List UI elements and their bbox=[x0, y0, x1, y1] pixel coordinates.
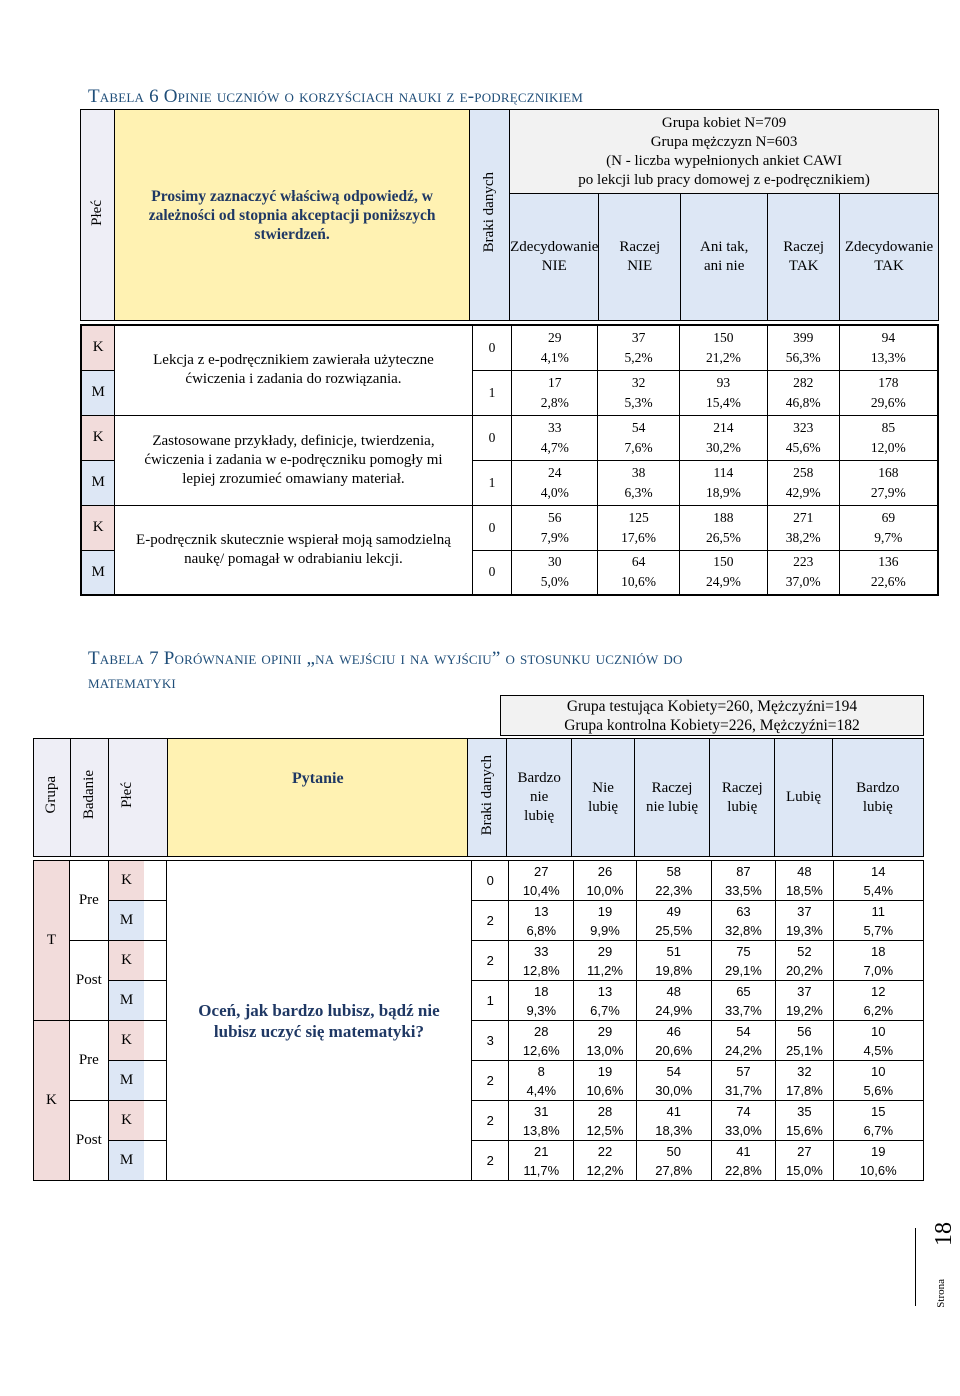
instruction-cell: Prosimy zaznaczyć właściwą odpowiedź, w zależności od stopnia akceptacji poniższych stwierdzeń. bbox=[114, 110, 469, 321]
value-cell: 12 6,2% bbox=[833, 981, 923, 1021]
value-cell: 64 10,6% bbox=[598, 550, 680, 595]
value-cell: 19 10,6% bbox=[833, 1141, 923, 1181]
page-label: Strona bbox=[935, 1279, 947, 1308]
statement-cell: E-podręcznik skutecznie wspierał moją samodzielną naukę/ pomagał w odrabianiu lekcji. bbox=[115, 505, 472, 595]
sex-cell: M bbox=[108, 1141, 144, 1181]
value-cell: 10 5,6% bbox=[833, 1061, 923, 1101]
value-cell: 150 24,9% bbox=[680, 550, 768, 595]
value-cell: 49 25,5% bbox=[636, 901, 711, 941]
table-row bbox=[81, 415, 938, 460]
value-cell: 29 11,2% bbox=[574, 941, 637, 981]
braki-cell: 0 bbox=[472, 325, 512, 370]
value-cell: 27 15,0% bbox=[776, 1141, 833, 1181]
value-cell: 18 7,0% bbox=[833, 941, 923, 981]
answer7-header-3: Raczej nie lubię bbox=[634, 739, 709, 857]
question-cell: Oceń, jak bardzo lubisz, bądź nie lubisz uczyć się matematyki? bbox=[166, 861, 471, 1181]
value-cell: 51 19,8% bbox=[636, 941, 711, 981]
value-cell: 32 17,8% bbox=[776, 1061, 833, 1101]
braki-cell: 1 bbox=[472, 460, 512, 505]
value-cell: 17 2,8% bbox=[512, 370, 598, 415]
value-cell: 41 22,8% bbox=[711, 1141, 776, 1181]
value-cell: 19 10,6% bbox=[574, 1061, 637, 1101]
value-cell: 58 22,3% bbox=[636, 861, 711, 901]
value-cell: 37 5,2% bbox=[598, 325, 680, 370]
value-cell: 37 19,3% bbox=[776, 901, 833, 941]
sex-cell: K bbox=[108, 1021, 144, 1061]
sex-cell: K bbox=[81, 505, 115, 550]
braki-cell: 2 bbox=[472, 941, 509, 981]
value-cell: 22 12,2% bbox=[574, 1141, 637, 1181]
sex-cell: K bbox=[81, 415, 115, 460]
value-cell: 14 5,4% bbox=[833, 861, 923, 901]
statement-cell: Lekcja z e-podręcznikiem zawierała użyteczne ćwiczenia i zadania do rozwiązania. bbox=[115, 325, 472, 415]
value-cell: 188 26,5% bbox=[680, 505, 768, 550]
col-plec-header: Płeć bbox=[81, 110, 115, 321]
value-cell: 41 18,3% bbox=[636, 1101, 711, 1141]
answer-header-1: Zdecydowanie NIE bbox=[510, 194, 599, 321]
braki-cell: 2 bbox=[472, 1101, 509, 1141]
table7-group-info bbox=[500, 695, 924, 736]
braki-cell: 1 bbox=[472, 370, 512, 415]
braki-cell: 0 bbox=[472, 505, 512, 550]
value-cell: 150 21,2% bbox=[680, 325, 768, 370]
value-cell: 13 6,8% bbox=[509, 901, 574, 941]
table6-caption: Tabela 6 Opinie uczniów o korzyściach nauki z e-podręcznikiem bbox=[88, 86, 584, 107]
sex-cell: M bbox=[81, 460, 115, 505]
sex-cell: M bbox=[81, 550, 115, 595]
value-cell: 50 27,8% bbox=[636, 1141, 711, 1181]
value-cell: 37 19,2% bbox=[776, 981, 833, 1021]
value-cell: 33 4,7% bbox=[512, 415, 598, 460]
value-cell: 48 18,5% bbox=[776, 861, 833, 901]
table7-header bbox=[33, 738, 924, 857]
table7-caption-line1: Tabela 7 Porównanie opinii „na wejściu i na wyjściu” o stosunku uczniów do bbox=[88, 648, 683, 669]
value-cell: 69 9,7% bbox=[839, 505, 938, 550]
answer-header-2: Raczej NIE bbox=[599, 194, 681, 321]
table-row bbox=[81, 505, 938, 550]
sex-cell: K bbox=[108, 1101, 144, 1141]
col-braki7-header: Braki danych bbox=[468, 739, 507, 857]
value-cell: 38 6,3% bbox=[598, 460, 680, 505]
sex-cell: M bbox=[108, 1061, 144, 1101]
value-cell: 11 5,7% bbox=[833, 901, 923, 941]
sex-cell: M bbox=[108, 901, 144, 941]
badanie-cell: Pre bbox=[69, 861, 108, 941]
value-cell: 30 5,0% bbox=[512, 550, 598, 595]
braki-cell: 0 bbox=[472, 550, 512, 595]
value-cell: 258 42,9% bbox=[767, 460, 839, 505]
value-cell: 13 6,7% bbox=[574, 981, 637, 1021]
answer-header-5: Zdecydowanie TAK bbox=[840, 194, 939, 321]
value-cell: 10 4,5% bbox=[833, 1021, 923, 1061]
value-cell: 75 29,1% bbox=[711, 941, 776, 981]
value-cell: 56 25,1% bbox=[776, 1021, 833, 1061]
value-cell: 85 12,0% bbox=[839, 415, 938, 460]
value-cell: 29 13,0% bbox=[574, 1021, 637, 1061]
badanie-cell: Pre bbox=[69, 1021, 108, 1101]
answer7-header-1: Bardzo nie lubię bbox=[507, 739, 572, 857]
value-cell: 65 33,7% bbox=[711, 981, 776, 1021]
col-badanie-header: Badanie bbox=[70, 739, 109, 857]
value-cell: 323 45,6% bbox=[767, 415, 839, 460]
col-pytanie-header: Pytanie bbox=[168, 739, 468, 857]
table-row bbox=[34, 861, 924, 901]
group-cell: T bbox=[34, 861, 70, 1021]
value-cell: 168 27,9% bbox=[839, 460, 938, 505]
value-cell: 28 12,5% bbox=[574, 1101, 637, 1141]
page-number: 18 bbox=[931, 1222, 957, 1246]
value-cell: 178 29,6% bbox=[839, 370, 938, 415]
answer7-header-2: Nie lubię bbox=[572, 739, 635, 857]
value-cell: 52 20,2% bbox=[776, 941, 833, 981]
braki-cell: 0 bbox=[472, 415, 512, 460]
sex-cell: M bbox=[108, 981, 144, 1021]
table6-header bbox=[80, 109, 939, 321]
answer7-header-6: Bardzo lubię bbox=[832, 739, 923, 857]
table7-caption-line2: matematyki bbox=[88, 672, 176, 693]
value-cell: 28 12,6% bbox=[509, 1021, 574, 1061]
value-cell: 282 46,8% bbox=[767, 370, 839, 415]
value-cell: 15 6,7% bbox=[833, 1101, 923, 1141]
statement-cell: Zastosowane przykłady, definicje, twierdzenia, ćwiczenia i zadania w e-podręczniku pomogły mi lepiej zrozumieć omawiany materiał. bbox=[115, 415, 472, 505]
answer7-header-5: Lubię bbox=[775, 739, 832, 857]
value-cell: 54 7,6% bbox=[598, 415, 680, 460]
value-cell: 399 56,3% bbox=[767, 325, 839, 370]
answer-header-3: Ani tak, ani nie bbox=[681, 194, 768, 321]
value-cell: 214 30,2% bbox=[680, 415, 768, 460]
value-cell: 57 31,7% bbox=[711, 1061, 776, 1101]
braki-cell: 2 bbox=[472, 1061, 509, 1101]
sex-cell: K bbox=[108, 861, 144, 901]
answer7-header-4: Raczej lubię bbox=[710, 739, 775, 857]
value-cell: 93 15,4% bbox=[680, 370, 768, 415]
sex-cell: K bbox=[108, 941, 144, 981]
value-cell: 94 13,3% bbox=[839, 325, 938, 370]
table7-caption bbox=[88, 647, 683, 695]
value-cell: 56 7,9% bbox=[512, 505, 598, 550]
badanie-cell: Post bbox=[69, 941, 108, 1021]
answer-header-4: Raczej TAK bbox=[768, 194, 840, 321]
col-grupa-header: Grupa bbox=[34, 739, 71, 857]
value-cell: 29 4,1% bbox=[512, 325, 598, 370]
value-cell: 136 22,6% bbox=[839, 550, 938, 595]
badanie-cell: Post bbox=[69, 1101, 108, 1181]
value-cell: 35 15,6% bbox=[776, 1101, 833, 1141]
group-info-cell: Grupa testująca Kobiety=260, Mężczyźni=194 Grupa kontrolna Kobiety=226, Mężczyźni=182 bbox=[501, 696, 924, 736]
value-cell: 54 24,2% bbox=[711, 1021, 776, 1061]
value-cell: 271 38,2% bbox=[767, 505, 839, 550]
value-cell: 63 32,8% bbox=[711, 901, 776, 941]
value-cell: 31 13,8% bbox=[509, 1101, 574, 1141]
value-cell: 27 10,4% bbox=[509, 861, 574, 901]
table7-body bbox=[33, 860, 924, 1181]
value-cell: 21 11,7% bbox=[509, 1141, 574, 1181]
col-braki-header: Braki danych bbox=[470, 110, 510, 321]
value-cell: 48 24,9% bbox=[636, 981, 711, 1021]
table-row bbox=[81, 325, 938, 370]
value-cell: 8 4,4% bbox=[509, 1061, 574, 1101]
braki-cell: 1 bbox=[472, 981, 509, 1021]
value-cell: 87 33,5% bbox=[711, 861, 776, 901]
group-cell: K bbox=[34, 1021, 70, 1181]
value-cell: 223 37,0% bbox=[767, 550, 839, 595]
col-plec7-header: Płeć bbox=[109, 739, 146, 857]
value-cell: 46 20,6% bbox=[636, 1021, 711, 1061]
sex-cell: M bbox=[81, 370, 115, 415]
value-cell: 54 30,0% bbox=[636, 1061, 711, 1101]
page-marker bbox=[905, 1222, 955, 1308]
value-cell: 19 9,9% bbox=[574, 901, 637, 941]
table6-body bbox=[80, 324, 939, 596]
braki-cell: 2 bbox=[472, 901, 509, 941]
sex-cell: K bbox=[81, 325, 115, 370]
braki-cell: 2 bbox=[472, 1141, 509, 1181]
value-cell: 114 18,9% bbox=[680, 460, 768, 505]
group-header: Grupa kobiet N=709 Grupa mężczyzn N=603 (N - liczba wypełnionych ankiet CAWI po lekcji lub pracy domowej z e-podręcznikiem) bbox=[510, 110, 939, 194]
value-cell: 125 17,6% bbox=[598, 505, 680, 550]
value-cell: 26 10,0% bbox=[574, 861, 637, 901]
value-cell: 74 33,0% bbox=[711, 1101, 776, 1141]
braki-cell: 3 bbox=[472, 1021, 509, 1061]
value-cell: 33 12,8% bbox=[509, 941, 574, 981]
value-cell: 32 5,3% bbox=[598, 370, 680, 415]
value-cell: 24 4,0% bbox=[512, 460, 598, 505]
value-cell: 18 9,3% bbox=[509, 981, 574, 1021]
braki-cell: 0 bbox=[472, 861, 509, 901]
